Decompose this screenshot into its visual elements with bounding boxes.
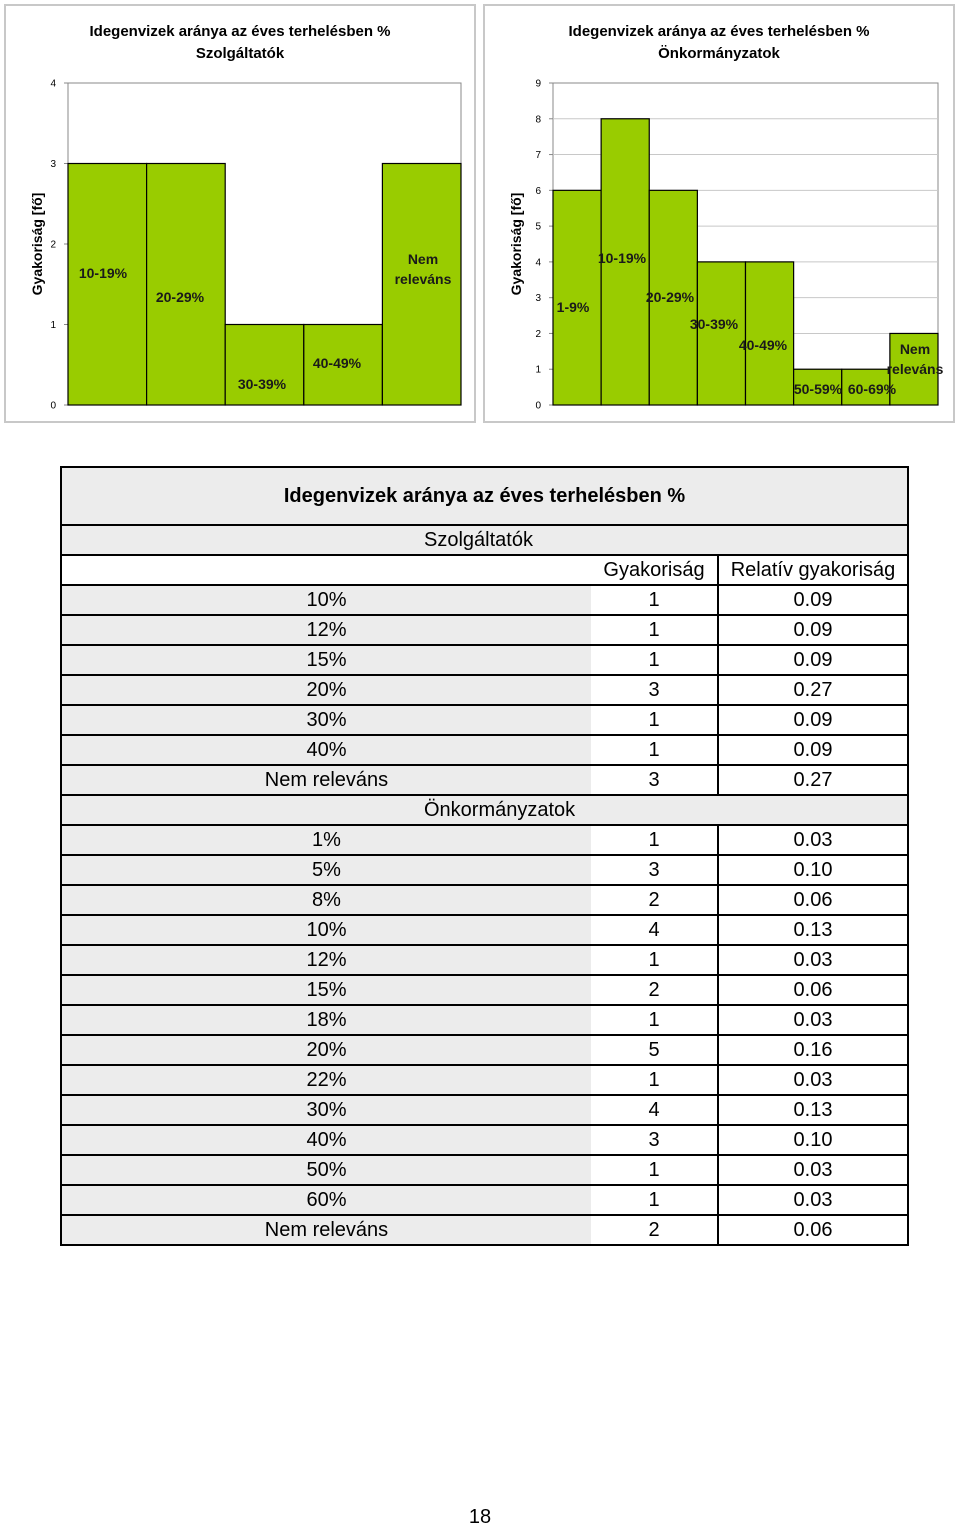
row-relative-frequency: 0.27 [718, 765, 908, 795]
category-label: releváns [886, 361, 944, 377]
table-row [61, 705, 908, 735]
row-relative-frequency: 0.13 [718, 915, 908, 945]
row-relative-frequency: 0.06 [718, 885, 908, 915]
category-label: Nem [407, 251, 439, 267]
y-tick-label: 4 [535, 257, 541, 269]
table-row [61, 855, 908, 885]
y-tick-label: 0 [535, 400, 541, 412]
table-row [61, 1215, 908, 1245]
chart-subtitle: Szolgáltatók [195, 45, 285, 62]
table-row [61, 1185, 908, 1215]
row-label: Nem releváns [61, 1215, 591, 1245]
bar-40-49% [746, 262, 794, 405]
bar-30-39% [697, 262, 745, 405]
row-frequency: 1 [591, 1155, 718, 1185]
category-label: 20-29% [155, 289, 205, 305]
row-frequency: 3 [591, 1125, 718, 1155]
row-label: 22% [61, 1065, 591, 1095]
row-frequency: 2 [591, 885, 718, 915]
table-title-row [61, 467, 908, 525]
row-relative-frequency: 0.09 [718, 585, 908, 615]
category-label: 40-49% [312, 355, 362, 371]
y-tick-label: 0 [50, 400, 56, 412]
row-label: 20% [61, 675, 591, 705]
row-relative-frequency: 0.09 [718, 705, 908, 735]
row-relative-frequency: 0.06 [718, 1215, 908, 1245]
header-empty [61, 555, 591, 585]
y-tick-label: 1 [50, 320, 56, 331]
row-label: 12% [61, 615, 591, 645]
table-row [61, 585, 908, 615]
bar-10-19% [68, 164, 147, 406]
y-tick-label: 5 [535, 221, 541, 233]
category-label: 40-49% [738, 337, 788, 353]
y-tick-label: 7 [535, 150, 541, 162]
row-frequency: 1 [591, 585, 718, 615]
row-frequency: 1 [591, 945, 718, 975]
row-label: 40% [61, 1125, 591, 1155]
row-relative-frequency: 0.13 [718, 1095, 908, 1125]
row-label: 18% [61, 1005, 591, 1035]
row-frequency: 2 [591, 975, 718, 1005]
category-label: 30-39% [689, 316, 739, 332]
row-frequency: 1 [591, 1005, 718, 1035]
row-label: 10% [61, 585, 591, 615]
y-tick-label: 6 [535, 185, 541, 197]
table-row [61, 1155, 908, 1185]
frequency-table [60, 466, 909, 1246]
row-relative-frequency: 0.09 [718, 615, 908, 645]
row-frequency: 4 [591, 915, 718, 945]
table-row [61, 1095, 908, 1125]
y-axis-label: Gyakoriság [fő] [508, 192, 524, 296]
table-row [61, 675, 908, 705]
bar-20-29% [147, 164, 226, 406]
category-label: 10-19% [78, 265, 128, 281]
row-label: 10% [61, 915, 591, 945]
row-relative-frequency: 0.09 [718, 645, 908, 675]
chart-onkormanyzatok [483, 4, 955, 423]
row-frequency: 3 [591, 855, 718, 885]
table-section-row [61, 795, 908, 825]
category-label: 10-19% [597, 250, 647, 266]
category-label: 50-59% [793, 381, 843, 397]
category-label: 60-69% [847, 381, 897, 397]
table-row [61, 1125, 908, 1155]
y-tick-label: 1 [535, 364, 541, 376]
row-frequency: 5 [591, 1035, 718, 1065]
row-relative-frequency: 0.03 [718, 825, 908, 855]
row-frequency: 2 [591, 1215, 718, 1245]
header-frequency: Gyakoriság [591, 555, 718, 585]
table-row [61, 735, 908, 765]
row-label: 50% [61, 1155, 591, 1185]
row-relative-frequency: 0.03 [718, 1005, 908, 1035]
row-relative-frequency: 0.03 [718, 945, 908, 975]
y-tick-label: 4 [50, 78, 56, 90]
row-label: 1% [61, 825, 591, 855]
chart-title: Idegenvizek aránya az éves terhelésben % [89, 23, 391, 40]
table-row [61, 615, 908, 645]
row-frequency: 4 [591, 1095, 718, 1125]
bar-30-39% [225, 325, 304, 406]
row-label: 15% [61, 645, 591, 675]
row-frequency: 1 [591, 615, 718, 645]
category-label: 30-39% [237, 376, 287, 392]
page-number: 18 [468, 1506, 492, 1528]
y-tick-label: 9 [535, 78, 541, 90]
row-frequency: 1 [591, 705, 718, 735]
row-relative-frequency: 0.27 [718, 675, 908, 705]
row-label: 20% [61, 1035, 591, 1065]
row-label: 12% [61, 945, 591, 975]
chart-szolgaltatok [4, 4, 476, 423]
row-frequency: 1 [591, 735, 718, 765]
table-title: Idegenvizek aránya az éves terhelésben % [61, 467, 908, 525]
category-label: 1-9% [556, 299, 590, 315]
table-row [61, 885, 908, 915]
table-row [61, 945, 908, 975]
row-relative-frequency: 0.03 [718, 1185, 908, 1215]
row-relative-frequency: 0.03 [718, 1155, 908, 1185]
header-relative-frequency: Relatív gyakoriság [718, 555, 908, 585]
table-row [61, 645, 908, 675]
table-row [61, 1005, 908, 1035]
row-label: Nem releváns [61, 765, 591, 795]
category-label: 20-29% [645, 289, 695, 305]
category-label: releváns [394, 271, 452, 287]
row-label: 40% [61, 735, 591, 765]
y-tick-label: 3 [50, 159, 56, 170]
chart-onkormanyzatok-svg [485, 6, 953, 421]
section-title: Önkormányzatok [61, 795, 908, 825]
y-tick-label: 8 [535, 114, 541, 126]
y-axis-label: Gyakoriság [fő] [29, 192, 45, 296]
table-row [61, 1035, 908, 1065]
row-label: 8% [61, 885, 591, 915]
row-label: 5% [61, 855, 591, 885]
row-relative-frequency: 0.10 [718, 855, 908, 885]
row-frequency: 1 [591, 1185, 718, 1215]
y-tick-label: 2 [535, 328, 541, 340]
row-frequency: 1 [591, 645, 718, 675]
row-frequency: 1 [591, 825, 718, 855]
row-label: 15% [61, 975, 591, 1005]
table-row [61, 975, 908, 1005]
table-row [61, 915, 908, 945]
bar-1-9% [553, 190, 601, 405]
row-frequency: 1 [591, 1065, 718, 1095]
y-tick-label: 2 [50, 239, 56, 251]
row-relative-frequency: 0.06 [718, 975, 908, 1005]
row-relative-frequency: 0.16 [718, 1035, 908, 1065]
row-frequency: 3 [591, 675, 718, 705]
chart-szolgaltatok-svg [6, 6, 474, 421]
table-row [61, 1065, 908, 1095]
table-section-row [61, 525, 908, 555]
row-label: 30% [61, 705, 591, 735]
y-tick-label: 3 [535, 293, 541, 305]
category-label: Nem [899, 341, 931, 357]
table-row [61, 825, 908, 855]
row-relative-frequency: 0.03 [718, 1065, 908, 1095]
row-frequency: 3 [591, 765, 718, 795]
row-label: 60% [61, 1185, 591, 1215]
table-row [61, 765, 908, 795]
chart-subtitle: Önkormányzatok [658, 45, 780, 62]
row-label: 30% [61, 1095, 591, 1125]
table-header-row [61, 555, 908, 585]
row-relative-frequency: 0.10 [718, 1125, 908, 1155]
row-relative-frequency: 0.09 [718, 735, 908, 765]
chart-title: Idegenvizek aránya az éves terhelésben % [568, 23, 870, 40]
section-title: Szolgáltatók [61, 525, 908, 555]
